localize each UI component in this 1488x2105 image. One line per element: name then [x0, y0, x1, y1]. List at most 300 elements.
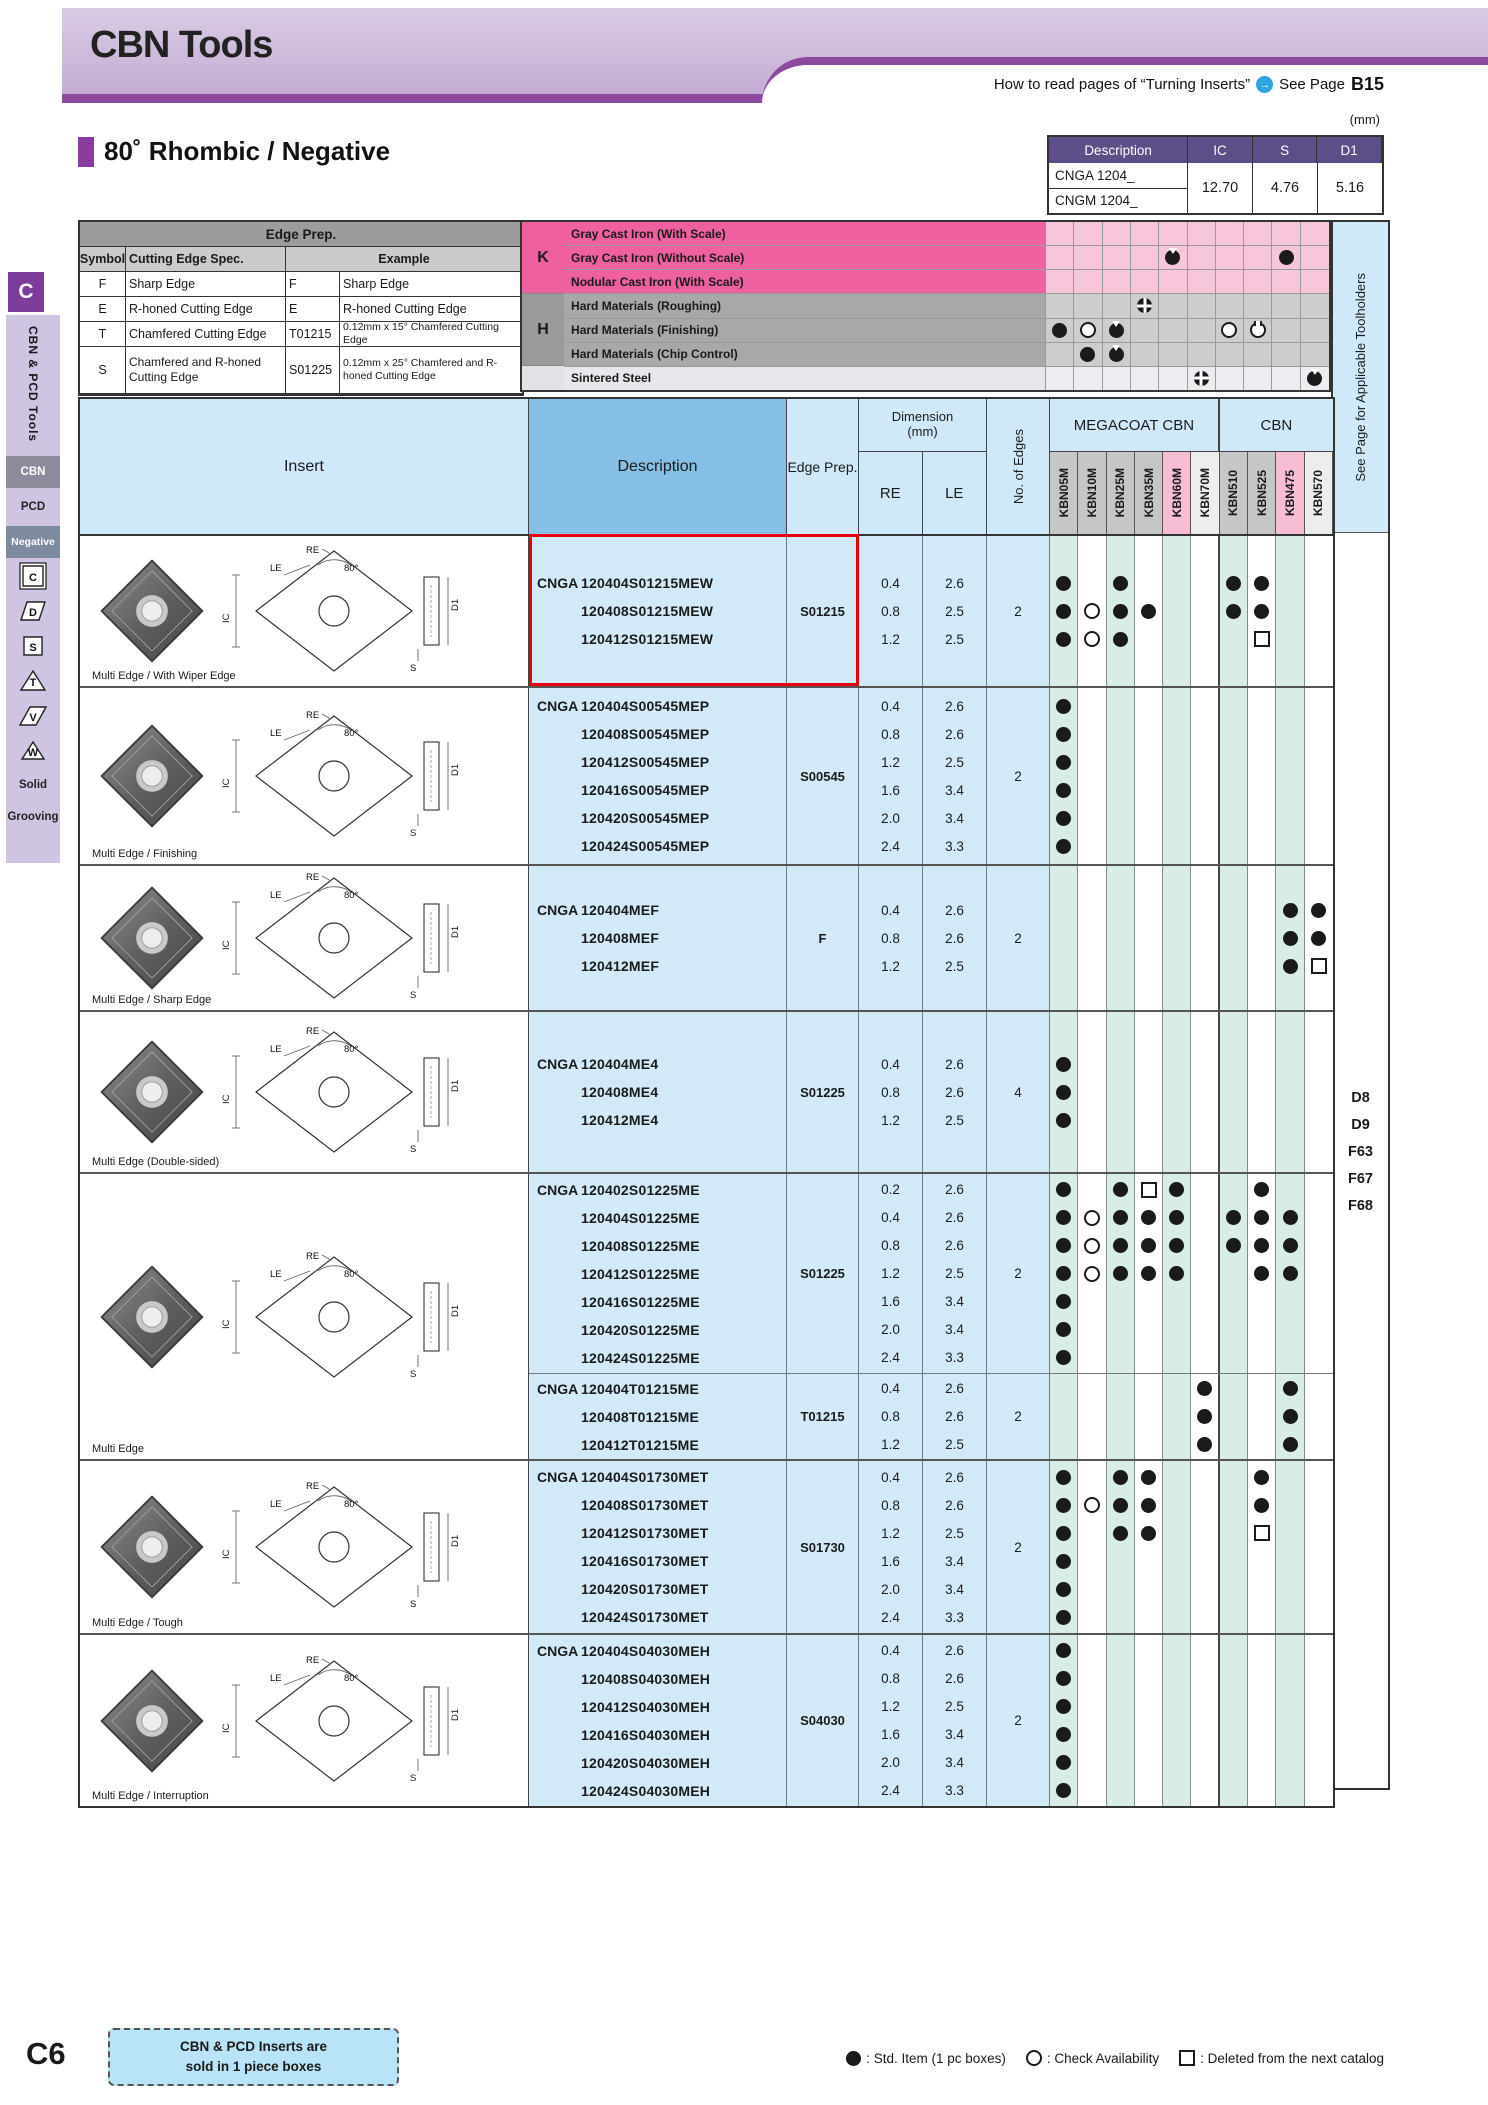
availability-mark-f	[1056, 755, 1071, 770]
availability-cell	[1254, 1519, 1270, 1547]
availability-mark-n	[1109, 323, 1124, 338]
sidebar-item-pcd[interactable]: PCD	[20, 501, 46, 513]
edge-prep-cell	[787, 688, 859, 864]
le-value: 2.5	[945, 1266, 964, 1282]
availability-mark-f	[1056, 1085, 1071, 1100]
part-number[interactable]: 120404ME4	[581, 1056, 659, 1072]
series-prefix: CNGA	[537, 1380, 579, 1397]
grade-column-KBN510	[1220, 536, 1248, 686]
part-number[interactable]: 120412S04030MEH	[581, 1698, 711, 1715]
sidebar-item-negative[interactable]: Negative	[6, 526, 60, 558]
grade-column-KBN60M	[1163, 1635, 1191, 1806]
see-page-ref[interactable]: B15	[1350, 74, 1384, 94]
availability-mark-f	[1056, 1582, 1071, 1597]
grade-column-KBN10M	[1078, 866, 1106, 1010]
availability-mark-f	[1113, 632, 1128, 647]
availability-cell	[1056, 1288, 1071, 1316]
availability-mark-f	[1056, 1210, 1071, 1225]
part-number[interactable]: 120412S01225ME	[581, 1265, 700, 1282]
availability-mark-s	[1311, 958, 1327, 974]
availability-cell	[1254, 569, 1269, 597]
grade-column-KBN10M	[1078, 1461, 1106, 1633]
grade-column-KBN60M	[1163, 1374, 1191, 1459]
edge-prep-row	[80, 322, 522, 347]
availability-cell	[1113, 1204, 1128, 1232]
matrix-cell-KBN25M	[1103, 319, 1131, 342]
edge-prep-cell	[787, 1374, 859, 1459]
part-number[interactable]: 120404S01225ME	[581, 1209, 700, 1226]
description-line	[529, 569, 786, 597]
description-line	[529, 1204, 786, 1232]
le-value: 2.6	[945, 698, 964, 714]
availability-mark-f	[1197, 1437, 1212, 1452]
re-cell	[859, 866, 923, 1010]
part-number[interactable]: 120404S00545MEP	[581, 698, 710, 714]
edges-cell	[987, 536, 1050, 686]
grade-column-KBN510	[1220, 1461, 1248, 1633]
svg-text:RE: RE	[306, 1026, 320, 1037]
insert-cell	[80, 536, 529, 686]
shape-icon-d[interactable]	[6, 593, 60, 628]
availability-mark-p	[1194, 371, 1209, 386]
matrix-letter-H: H	[522, 294, 564, 366]
re-value: 2.0	[881, 1755, 900, 1770]
availability-mark-f	[1226, 1238, 1241, 1253]
re-value: 0.8	[881, 1497, 900, 1513]
grade-column-KBN35M	[1135, 1461, 1163, 1633]
matrix-row	[564, 343, 1329, 367]
insert-caption: Multi Edge	[92, 1443, 144, 1455]
part-number[interactable]: 120408S01730MET	[581, 1497, 709, 1513]
availability-mark-f	[1056, 1755, 1071, 1770]
insert-group	[80, 1012, 1333, 1174]
availability-mark-f	[1169, 1182, 1184, 1197]
page-number: C6	[26, 2036, 66, 2071]
availability-cell	[1226, 569, 1241, 597]
part-number[interactable]: 120420S00545MEP	[581, 810, 710, 826]
matrix-cell-KBN510	[1216, 270, 1244, 293]
availability-mark-f	[1056, 1610, 1071, 1625]
edges-cell	[987, 1174, 1050, 1373]
matrix-cell-KBN570	[1301, 246, 1329, 269]
grade-column-KBN05M	[1050, 1461, 1078, 1633]
matrix-cell-KBN570	[1301, 222, 1329, 245]
re-value: 0.8	[881, 603, 900, 619]
application-matrix	[520, 220, 1331, 392]
le-cell	[923, 688, 987, 864]
edges-cell	[987, 1012, 1050, 1172]
availability-mark-f	[1283, 1210, 1298, 1225]
part-number[interactable]: 120424S01225ME	[581, 1349, 700, 1366]
svg-text:D: D	[29, 606, 37, 619]
edge-prep-row	[80, 347, 522, 394]
availability-cell	[1311, 924, 1326, 952]
col-symbol: Symbol	[80, 247, 126, 271]
le-value: 3.3	[945, 1609, 964, 1625]
edge-prep-spec: Sharp Edge	[126, 272, 286, 296]
availability-mark-o	[1084, 603, 1100, 619]
grade-column-KBN525	[1248, 1461, 1276, 1633]
part-number[interactable]: 120408S01225ME	[581, 1237, 700, 1254]
availability-cell	[1141, 1491, 1156, 1519]
description-line	[529, 1463, 786, 1491]
insert-photo	[96, 882, 208, 994]
part-number[interactable]: 120408S04030MEH	[581, 1670, 711, 1687]
description-line	[529, 1547, 786, 1575]
shape-icon-w[interactable]	[6, 733, 60, 768]
availability-mark-f	[1141, 1238, 1156, 1253]
re-value: 0.8	[881, 1084, 900, 1100]
svg-text:RE: RE	[306, 545, 320, 556]
grade-column-KBN70M	[1191, 1461, 1219, 1633]
part-number[interactable]: 120420S01225ME	[581, 1321, 700, 1338]
matrix-letter-blank	[522, 366, 564, 390]
re-value: 0.4	[881, 1381, 900, 1397]
edge-prep-code: F	[818, 930, 827, 946]
matrix-cell-KBN35M	[1131, 222, 1159, 245]
svg-text:RE: RE	[306, 1481, 320, 1492]
toolholder-page-refs	[1333, 1090, 1388, 1214]
sidebar-item-solid[interactable]: Solid	[18, 779, 48, 791]
part-number[interactable]: 120412S01730MET	[581, 1525, 709, 1541]
edge-prep-symbol: S	[80, 347, 126, 393]
matrix-cell-KBN570	[1301, 319, 1329, 342]
matrix-cell-KBN510	[1216, 319, 1244, 342]
insert-cell	[80, 866, 529, 1010]
availability-grid	[1050, 1635, 1333, 1806]
matrix-row	[564, 222, 1329, 246]
availability-cell	[1113, 625, 1128, 653]
sidebar-tab-c[interactable]: C	[8, 272, 44, 312]
grade-column-KBN570	[1305, 536, 1333, 686]
part-number[interactable]: 120412ME4	[581, 1112, 659, 1128]
product-block	[529, 688, 1333, 864]
description-cell	[529, 1012, 787, 1172]
part-number[interactable]: 120408T01215ME	[581, 1408, 699, 1425]
re-value: 1.2	[881, 1525, 900, 1541]
grade-column-KBN570	[1305, 1374, 1333, 1459]
availability-mark-f	[1283, 1266, 1298, 1281]
part-number[interactable]: 120404S04030MEH	[581, 1642, 711, 1659]
grade-column-KBN475	[1276, 1374, 1304, 1459]
matrix-material-label: Nodular Cast Iron (With Scale)	[564, 270, 1046, 293]
description-cell	[529, 1374, 787, 1459]
svg-text:IC: IC	[221, 778, 232, 788]
edge-prep-row	[80, 297, 522, 322]
availability-grid	[1050, 1374, 1333, 1459]
part-number[interactable]: 120412S00545MEP	[581, 754, 710, 770]
grade-column-KBN510	[1220, 688, 1248, 864]
grade-column-KBN525	[1248, 1635, 1276, 1806]
le-cell	[923, 866, 987, 1010]
insert-cell	[80, 1461, 529, 1633]
availability-mark-f	[1169, 1210, 1184, 1225]
matrix-cell-KBN60M	[1159, 343, 1187, 366]
grade-column-KBN570	[1305, 1461, 1333, 1633]
description-line	[529, 1375, 786, 1403]
part-number[interactable]: 120416S04030MEH	[581, 1726, 711, 1743]
re-value: 0.4	[881, 902, 900, 918]
grade-column-KBN475	[1276, 1461, 1304, 1633]
availability-cell	[1056, 776, 1071, 804]
insert-group	[80, 1174, 1333, 1461]
shape-icon-s[interactable]	[6, 628, 60, 663]
le-value: 3.3	[945, 1783, 964, 1798]
re-cell	[859, 1461, 923, 1633]
part-number[interactable]: 120408S00545MEP	[581, 726, 710, 742]
edge-prep-code: S00545	[800, 768, 845, 784]
column-header-KBN525: KBN525	[1248, 452, 1276, 534]
re-value: 2.4	[881, 838, 900, 854]
re-value: 0.8	[881, 1238, 900, 1254]
sidebar-item-cbn[interactable]: CBN	[6, 456, 60, 488]
availability-mark-n	[1307, 371, 1322, 386]
availability-mark-f	[1254, 604, 1269, 619]
availability-mark-f	[1056, 1498, 1071, 1513]
availability-cell	[1141, 1260, 1156, 1288]
spec-header-ic: IC	[1188, 137, 1253, 163]
availability-cell	[1056, 1344, 1071, 1372]
grade-column-KBN525	[1248, 536, 1276, 686]
availability-cell	[1254, 625, 1270, 653]
re-value: 1.2	[881, 1266, 900, 1282]
edge-prep-code: S01215	[800, 603, 845, 619]
part-number[interactable]: 120420S01730MET	[581, 1581, 709, 1597]
description-line	[529, 1575, 786, 1603]
grade-column-KBN60M	[1163, 536, 1191, 686]
part-number[interactable]: 120424S04030MEH	[581, 1782, 711, 1799]
le-value: 2.6	[945, 1182, 964, 1198]
col-example: Example	[378, 252, 430, 266]
availability-mark-f	[1056, 1699, 1071, 1714]
svg-text:D1: D1	[450, 925, 461, 938]
insert-caption: Multi Edge / Sharp Edge	[92, 994, 212, 1006]
note-box	[108, 2028, 399, 2086]
availability-cell	[1197, 1431, 1212, 1459]
sidebar-item-grooving[interactable]: Grooving	[7, 811, 59, 823]
part-number[interactable]: 120412MEF	[581, 958, 660, 974]
le-value: 2.6	[945, 1409, 964, 1425]
grade-column-KBN25M	[1107, 1635, 1135, 1806]
matrix-cell-KBN60M	[1159, 270, 1187, 293]
availability-cell	[1311, 896, 1326, 924]
availability-mark-f	[1113, 1266, 1128, 1281]
availability-cell	[1254, 1260, 1269, 1288]
re-value: 0.8	[881, 930, 900, 946]
product-block	[529, 1174, 1333, 1373]
edges-value: 2	[1014, 930, 1022, 946]
edge-prep-table	[78, 220, 524, 396]
svg-text:80°: 80°	[344, 728, 359, 739]
svg-text:80°: 80°	[344, 1044, 359, 1055]
availability-mark-f	[1056, 811, 1071, 826]
matrix-cell-KBN525	[1244, 343, 1272, 366]
column-header-KBN60M: KBN60M	[1163, 452, 1191, 534]
howto-reference	[994, 74, 1384, 95]
availability-mark-f	[1141, 1210, 1156, 1225]
re-value: 0.4	[881, 1056, 900, 1072]
edges-cell	[987, 866, 1050, 1010]
re-value: 1.6	[881, 1553, 900, 1569]
spec-model: CNGA 1204_	[1049, 163, 1187, 189]
re-value: 1.2	[881, 1112, 900, 1128]
shape-icon-c[interactable]	[6, 558, 60, 593]
edges-value: 2	[1014, 1266, 1022, 1282]
grade-column-KBN475	[1276, 1012, 1304, 1172]
le-value: 2.5	[945, 958, 964, 974]
part-number[interactable]: 120408S01215MEW	[581, 603, 714, 619]
availability-cell	[1084, 597, 1100, 625]
le-value: 2.5	[945, 603, 964, 619]
grade-column-KBN475	[1276, 866, 1304, 1010]
grade-column-KBN05M	[1050, 1374, 1078, 1459]
availability-mark-f	[1056, 632, 1071, 647]
le-value: 2.5	[945, 1112, 964, 1128]
matrix-material-label: Gray Cast Iron (Without Scale)	[564, 246, 1046, 269]
description-column-header: Description	[529, 399, 787, 534]
sidebar-group-label: CBN & PCD Tools	[26, 325, 40, 443]
availability-cell	[1056, 1519, 1071, 1547]
availability-cell	[1283, 952, 1298, 980]
matrix-cell-KBN570	[1301, 294, 1329, 317]
edge-prep-spec: Chamfered and R-honed Cutting Edge	[126, 347, 286, 393]
part-number[interactable]: 120416S01730MET	[581, 1553, 709, 1569]
grade-column-KBN70M	[1191, 1012, 1219, 1172]
availability-cell	[1084, 1232, 1100, 1260]
svg-text:D1: D1	[450, 1079, 461, 1092]
dimension-header: Dimension (mm)	[859, 399, 986, 452]
availability-mark-f	[1056, 1671, 1071, 1686]
part-number[interactable]: 120408MEF	[581, 930, 660, 946]
banner-accent-bar	[62, 94, 828, 103]
shape-icon-v[interactable]	[6, 698, 60, 733]
matrix-cell-KBN10M	[1074, 270, 1102, 293]
matrix-cell-KBN525	[1244, 367, 1272, 390]
grade-column-KBN10M	[1078, 688, 1106, 864]
matrix-cell-KBN60M	[1159, 222, 1187, 245]
part-number[interactable]: 120404S01730MET	[581, 1469, 709, 1485]
product-block	[529, 1012, 1333, 1172]
edges-cell	[987, 1461, 1050, 1633]
grade-column-KBN570	[1305, 1012, 1333, 1172]
insert-group	[80, 1461, 1333, 1635]
grade-column-KBN05M	[1050, 866, 1078, 1010]
edges-value: 2	[1014, 603, 1022, 619]
part-number[interactable]: 120404MEF	[581, 902, 660, 918]
availability-cell	[1056, 1665, 1071, 1693]
matrix-cell-KBN570	[1301, 367, 1329, 390]
product-block	[529, 866, 1333, 1010]
matrix-rows	[564, 222, 1329, 390]
insert-drawing	[214, 710, 464, 842]
availability-cell	[1113, 569, 1128, 597]
grade-column-KBN570	[1305, 688, 1333, 864]
edge-prep-cell	[787, 536, 859, 686]
svg-text:LE: LE	[270, 1268, 282, 1280]
part-number[interactable]: 120404S01215MEW	[581, 575, 714, 591]
availability-mark-f	[1254, 1182, 1269, 1197]
part-number[interactable]: 120416S01225ME	[581, 1293, 700, 1310]
shape-icon-t[interactable]	[6, 663, 60, 698]
grade-column-KBN05M	[1050, 536, 1078, 686]
main-insert-table	[78, 397, 1335, 1808]
grade-column-KBN10M	[1078, 536, 1106, 686]
series-prefix: CNGA	[537, 1469, 579, 1485]
part-number[interactable]: 120412T01215ME	[581, 1436, 699, 1453]
availability-cell	[1056, 1106, 1071, 1134]
part-number[interactable]: 120408ME4	[581, 1084, 659, 1100]
matrix-material-label: Hard Materials (Finishing)	[564, 319, 1046, 342]
re-value: 1.6	[881, 1294, 900, 1310]
part-number[interactable]: 120404T01215ME	[581, 1380, 699, 1397]
part-number[interactable]: 120412S01215MEW	[581, 631, 714, 647]
availability-mark-f	[1141, 604, 1156, 619]
grade-column-KBN05M	[1050, 688, 1078, 864]
le-value: 2.6	[945, 1671, 964, 1686]
availability-mark-no	[1250, 322, 1266, 338]
matrix-cell-KBN70M	[1188, 246, 1216, 269]
sidebar-strip	[6, 315, 60, 863]
edge-prep-cell	[787, 1012, 859, 1172]
part-number[interactable]: 120420S04030MEH	[581, 1754, 711, 1771]
description-line	[529, 1665, 786, 1693]
section-title: 80˚ Rhombic / Negative	[104, 136, 391, 166]
svg-text:S: S	[410, 663, 417, 674]
part-number[interactable]: 120424S00545MEP	[581, 838, 710, 854]
matrix-material-label: Sintered Steel	[564, 367, 1046, 390]
availability-mark-f	[1113, 576, 1128, 591]
edge-prep-example: 0.12mm x 25° Chamfered and R-honed Cutting Edge	[343, 356, 498, 382]
description-line	[529, 1344, 786, 1372]
availability-mark-f	[1283, 959, 1298, 974]
svg-text:S: S	[410, 828, 417, 839]
le-cell	[923, 1012, 987, 1172]
description-cell	[529, 1461, 787, 1633]
grade-column-KBN510	[1220, 1635, 1248, 1806]
availability-mark-f	[1056, 1294, 1071, 1309]
le-column-header: LE	[923, 452, 987, 534]
edge-prep-code: F	[286, 272, 340, 296]
le-value: 3.4	[945, 1581, 964, 1597]
availability-cell	[1056, 692, 1071, 720]
main-table-body	[80, 536, 1333, 1806]
edge-prep-title: Edge Prep.	[80, 222, 522, 246]
part-number[interactable]: 120424S01730MET	[581, 1609, 709, 1625]
grade-column-KBN570	[1305, 1635, 1333, 1806]
availability-mark-f	[1056, 1113, 1071, 1128]
matrix-cell-KBN10M	[1074, 222, 1102, 245]
part-number[interactable]: 120416S00545MEP	[581, 782, 710, 798]
insert-drawing	[214, 1251, 464, 1383]
availability-mark-o	[1221, 322, 1237, 338]
grade-column-KBN60M	[1163, 1461, 1191, 1633]
edge-prep-example: 0.12mm x 15° Chamfered Cutting Edge	[343, 320, 499, 346]
matrix-cell-KBN510	[1216, 343, 1244, 366]
edges-column-header: No. of Edges	[987, 399, 1050, 534]
matrix-cell-KBN525	[1244, 319, 1272, 342]
re-value: 0.4	[881, 575, 900, 591]
re-value: 1.6	[881, 782, 900, 798]
availability-cell	[1283, 1431, 1298, 1459]
availability-mark-f	[1254, 1238, 1269, 1253]
availability-mark-f	[1141, 1526, 1156, 1541]
availability-mark-f	[1113, 1498, 1128, 1513]
svg-text:S: S	[410, 1144, 417, 1155]
availability-cell	[1056, 1603, 1071, 1631]
toolholders-label: See Page for Applicable Toolholders	[1353, 272, 1368, 482]
insert-drawing	[214, 545, 464, 677]
part-number[interactable]: 120402S01225ME	[581, 1181, 700, 1198]
